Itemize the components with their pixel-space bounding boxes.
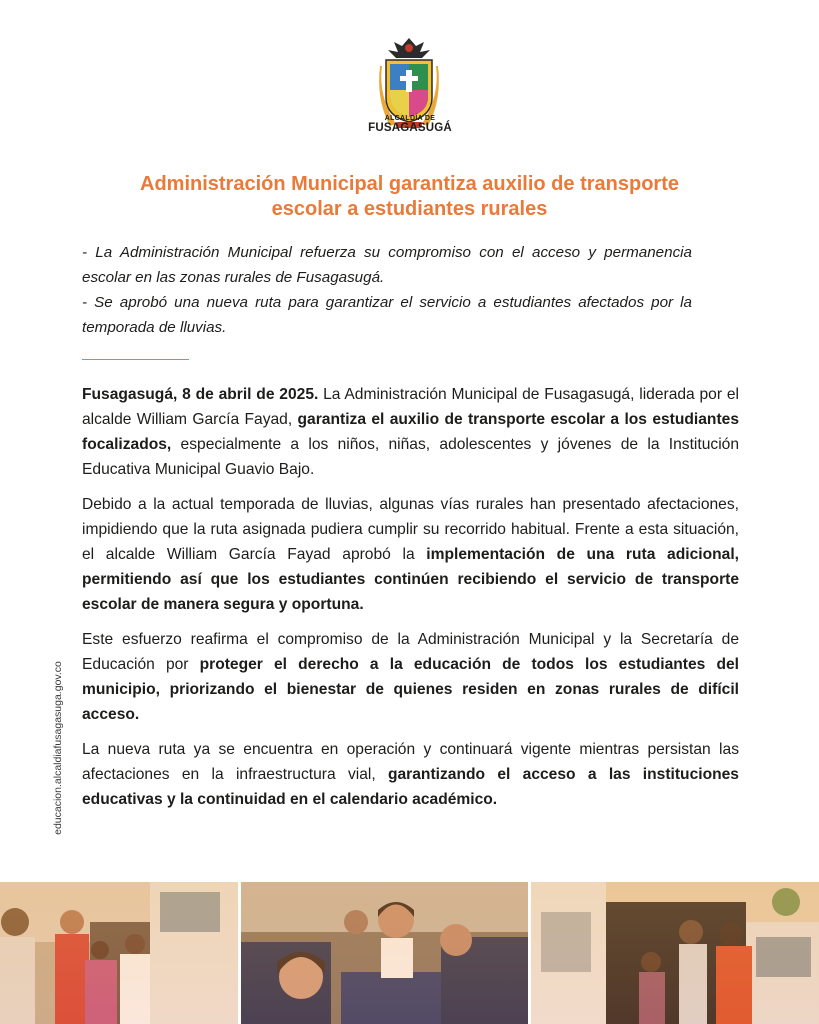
paragraph-bold: garantiza el auxilio de transporte escolar a los estudiantes focalizados, <box>82 411 739 453</box>
summary <box>82 240 692 340</box>
logo-caption-large: FUSAGASUGÁ <box>368 122 452 134</box>
logo-caption-small: ALCALDÍA DE <box>384 115 436 122</box>
paragraph-bold: proteger el derecho a la educación de todos los estudiantes del municipio, priorizando el bienestar de quienes residen en zonas rurales de difícil acceso. <box>82 656 739 723</box>
students-inside-bus-photo <box>241 882 528 1024</box>
headline-line-2: escolar a estudiantes rurales <box>271 198 548 220</box>
paragraph-text: especialmente a los niños, niñas, adolescentes y jóvenes de la Institución Educativa Municipal Guavio Bajo. <box>82 436 739 478</box>
headline-line-1: Administración Municipal garantiza auxilio de transporte <box>140 173 679 195</box>
photo-strip <box>0 882 819 1024</box>
summary-item: - Se aprobó una nueva ruta para garantizar el servicio a estudiantes afectados por la temporada de lluvias. <box>82 294 692 336</box>
paragraph-bold: implementación de una ruta adicional, permitiendo así que los estudiantes continúen recibiendo el servicio de transporte escolar de manera segura y oportuna. <box>82 546 739 613</box>
paragraph-text: Este esfuerzo reafirma el compromiso de la Administración Municipal y la Secretaría de Educación por <box>82 631 739 673</box>
vertical-url <box>48 658 68 838</box>
website-url: educacion.alcaldiafusagasuga.gov.co <box>52 661 64 835</box>
paragraph-text: La nueva ruta ya se encuentra en operación y continuará vigente mientras persistan las afectaciones en la infraestructura vial, <box>82 741 739 783</box>
paragraph-1 <box>82 382 739 482</box>
dateline: Fusagasugá, 8 de abril de 2025. <box>82 386 319 403</box>
article-body <box>82 382 739 822</box>
summary-item: - La Administración Municipal refuerza su compromiso con el acceso y permanencia escolar en las zonas rurales de Fusagasugá. <box>82 244 692 286</box>
paragraph-3 <box>82 627 739 727</box>
divider <box>82 359 189 360</box>
student-boarding-van-photo <box>531 882 819 1024</box>
headline <box>70 172 749 222</box>
paragraph-2 <box>82 492 739 617</box>
paragraph-text: Debido a la actual temporada de lluvias, algunas vías rurales han presentado afectaciones, impidiendo que la ruta asignada pudiera cumplir su recorrido habitual. Frente a esta situación, el alcalde William García Fayad aprobó la <box>82 496 739 563</box>
students-near-van-photo <box>0 882 238 1024</box>
paragraph-text: La Administración Municipal de Fusagasugá, liderada por el alcalde William García Fayad, <box>82 386 739 428</box>
paragraph-bold: garantizando el acceso a las instituciones educativas y la continuidad en el calendario académico. <box>82 766 739 808</box>
paragraph-4 <box>82 737 739 812</box>
